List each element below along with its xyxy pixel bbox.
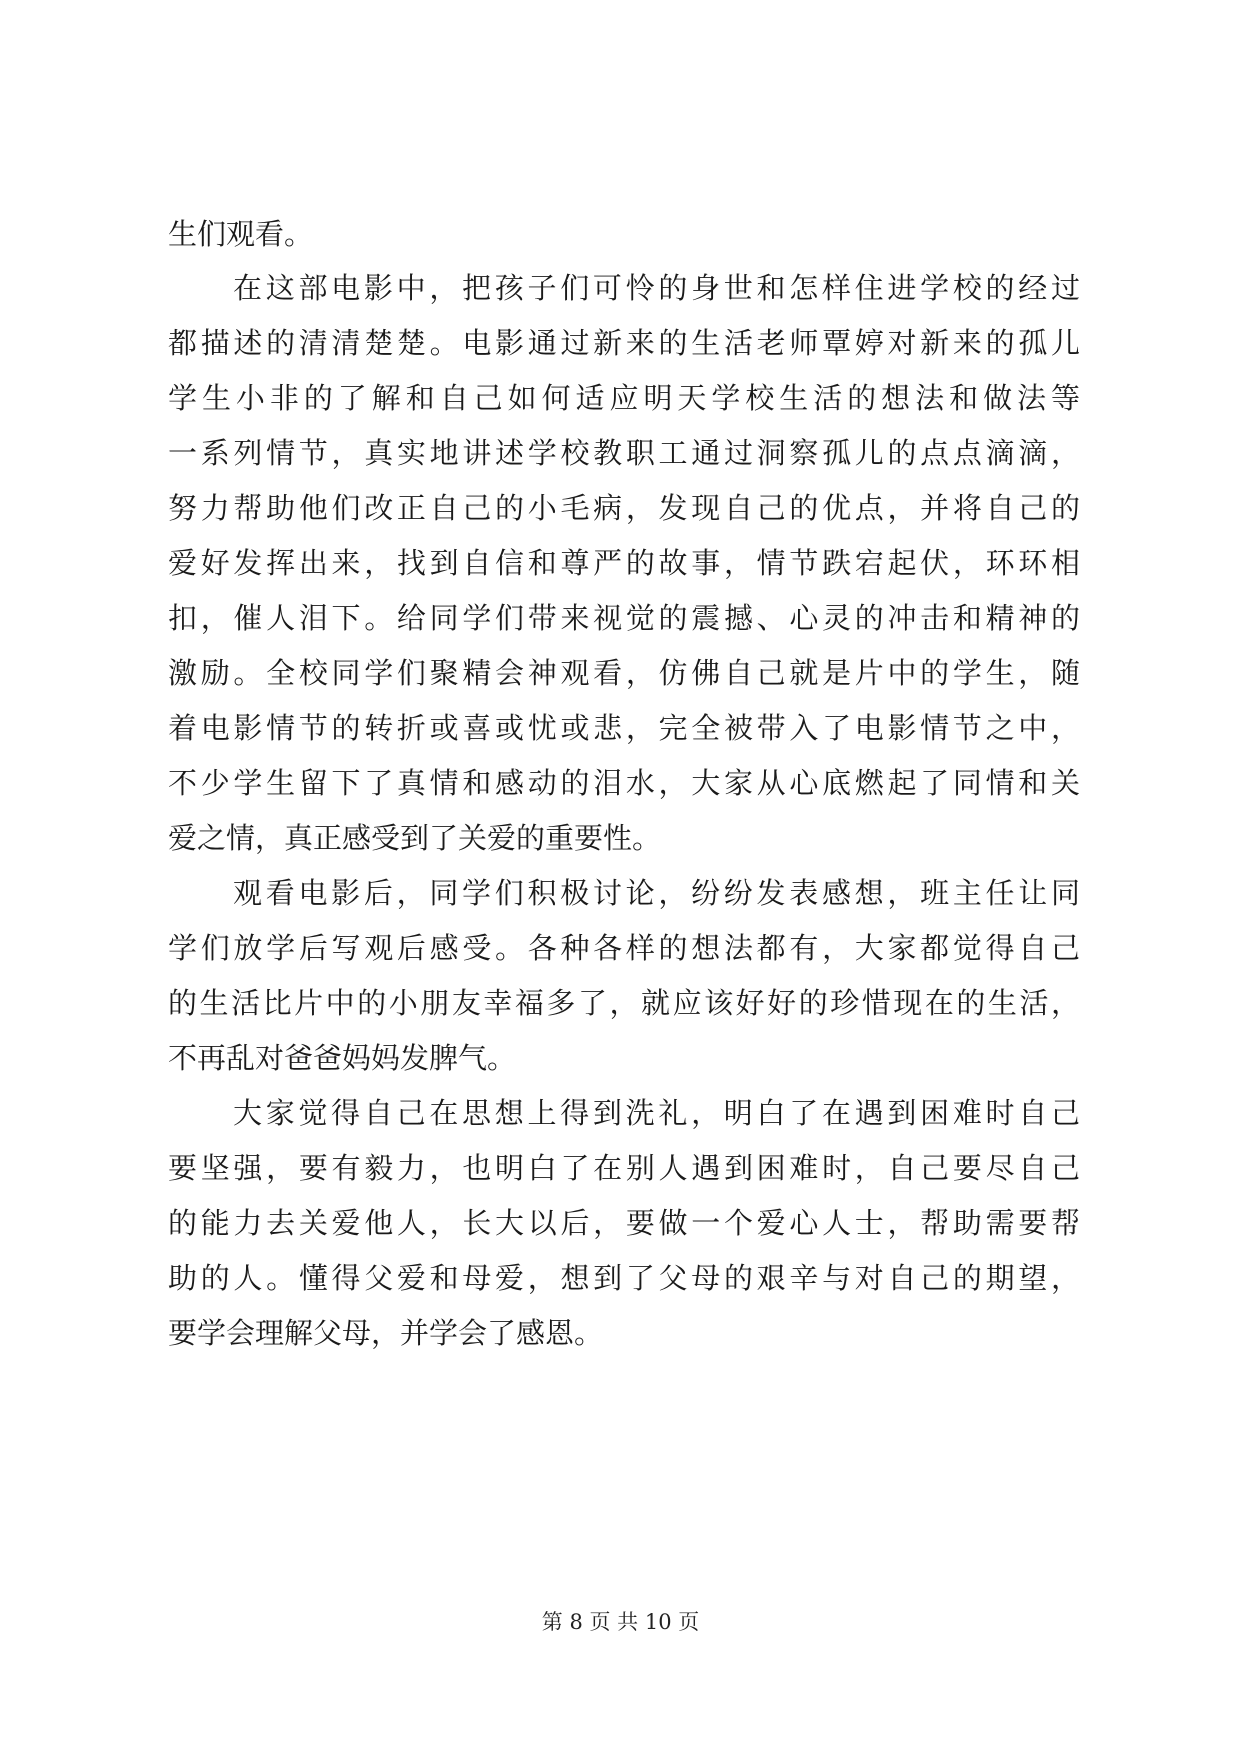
text-line: 助的人。懂得父爱和母爱，想到了父母的艰辛与对自己的期望， (168, 1261, 1080, 1295)
text-line: 爱之情，真正感受到了关爱的重要性。 (168, 821, 662, 855)
paragraph-first-line: 在这部电影中，把孩子们可怜的身世和怎样住进学校的经过 (233, 271, 1080, 305)
text-line: 生们观看。 (168, 217, 314, 251)
text-line: 扣，催人泪下。给同学们带来视觉的震撼、心灵的冲击和精神的 (168, 601, 1080, 635)
paragraph-first-line: 大家觉得自己在思想上得到洗礼，明白了在遇到困难时自己 (233, 1096, 1080, 1130)
page-number-footer: 第 8 页 共 10 页 (541, 1610, 700, 1634)
text-line: 不少学生留下了真情和感动的泪水，大家从心底燃起了同情和关 (168, 766, 1080, 800)
text-line: 要坚强，要有毅力，也明白了在别人遇到困难时，自己要尽自己 (168, 1151, 1080, 1185)
text-line: 都描述的清清楚楚。电影通过新来的生活老师覃婷对新来的孤儿 (168, 326, 1080, 360)
text-line: 努力帮助他们改正自己的小毛病，发现自己的优点，并将自己的 (168, 491, 1080, 525)
text-line: 不再乱对爸爸妈妈发脾气。 (168, 1041, 517, 1075)
text-line: 学生小非的了解和自己如何适应明天学校生活的想法和做法等 (168, 381, 1080, 415)
text-line: 激励。全校同学们聚精会神观看，仿佛自己就是片中的学生，随 (168, 656, 1080, 690)
text-line: 的生活比片中的小朋友幸福多了，就应该好好的珍惜现在的生活， (168, 986, 1080, 1020)
text-line: 一系列情节，真实地讲述学校教职工通过洞察孤儿的点点滴滴， (168, 436, 1080, 470)
text-line: 学们放学后写观后感受。各种各样的想法都有，大家都觉得自己 (168, 931, 1080, 965)
text-line: 的能力去关爱他人，长大以后，要做一个爱心人士，帮助需要帮 (168, 1206, 1080, 1240)
text-line: 要学会理解父母，并学会了感恩。 (168, 1316, 604, 1350)
text-line: 爱好发挥出来，找到自信和尊严的故事，情节跌宕起伏，环环相 (168, 546, 1080, 580)
paragraph-first-line: 观看电影后，同学们积极讨论，纷纷发表感想，班主任让同 (233, 876, 1080, 910)
text-line: 着电影情节的转折或喜或忧或悲，完全被带入了电影情节之中， (168, 711, 1080, 745)
